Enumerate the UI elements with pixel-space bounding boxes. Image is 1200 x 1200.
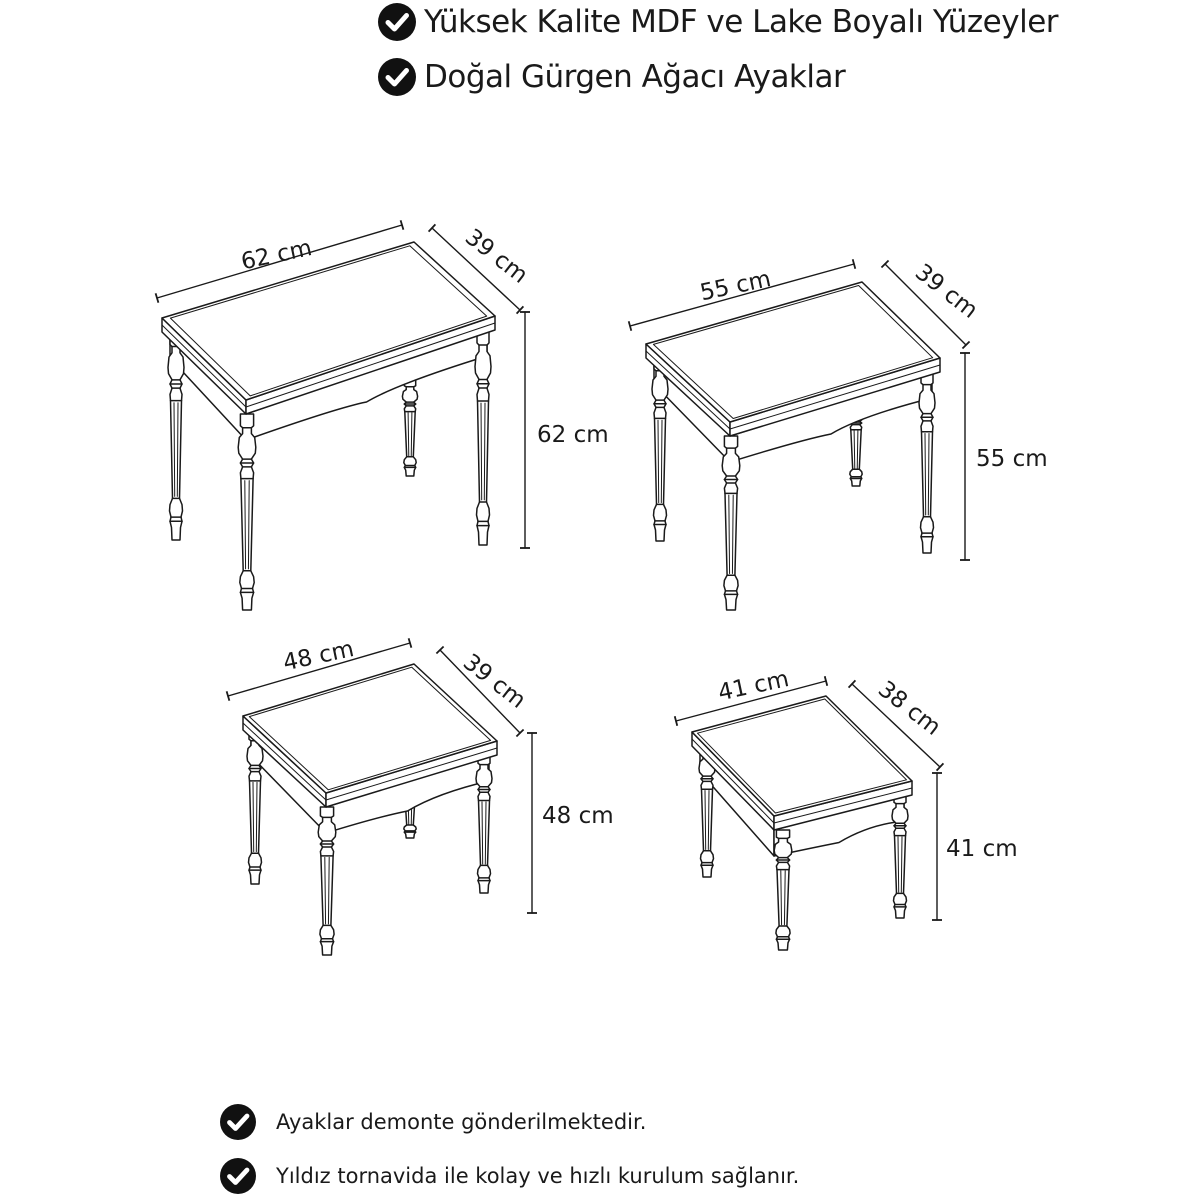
table-large-depth-label: 39 cm — [460, 224, 533, 289]
table-xsmall-depth-label: 38 cm — [873, 676, 946, 741]
table-small-depth-label: 39 cm — [458, 649, 531, 714]
table-large-width-label: 62 cm — [238, 234, 315, 276]
table-small-height-label: 48 cm — [542, 803, 614, 829]
table-xsmall-width-label: 41 cm — [715, 665, 792, 707]
table-small-width-label: 48 cm — [280, 635, 357, 677]
table-medium-leg-left — [652, 358, 668, 541]
table-medium-width-label: 55 cm — [697, 265, 774, 307]
table-large-leg-left — [168, 332, 184, 540]
feature-legs-text: Doğal Gürgen Ağacı Ayaklar — [424, 59, 846, 95]
check-circle-icon — [220, 1104, 256, 1140]
table-xsmall-height-label: 41 cm — [946, 836, 1018, 862]
note-disassembled — [220, 1104, 646, 1140]
note-assembly — [220, 1158, 799, 1194]
note-disassembled-text: Ayaklar demonte gönderilmektedir. — [276, 1110, 647, 1134]
table-medium — [630, 264, 966, 610]
feature-mdf-text: Yüksek Kalite MDF ve Lake Boyalı Yüzeyler — [424, 4, 1059, 40]
table-medium-leg-right — [919, 372, 935, 553]
table-small-leg-right — [476, 755, 492, 893]
table-medium-depth-label: 39 cm — [910, 259, 983, 324]
table-xsmall — [676, 681, 940, 950]
table-xsmall-leg-front — [774, 830, 792, 950]
check-circle-icon — [220, 1158, 256, 1194]
table-large — [157, 225, 525, 610]
table-small-leg-left — [247, 730, 263, 884]
note-assembly-text: Yıldız tornavida ile kolay ve hızlı kurulum sağlanır. — [276, 1164, 800, 1188]
table-small-leg-front — [318, 807, 336, 955]
table-large-leg-front — [238, 414, 256, 610]
table-large-back-leg — [402, 380, 417, 476]
table-large-height-label: 62 cm — [537, 422, 609, 448]
table-medium-height-label: 55 cm — [976, 446, 1048, 472]
table-xsmall-leg-right — [892, 795, 908, 918]
table-medium-leg-front — [722, 436, 740, 610]
table-large-leg-right — [475, 330, 491, 545]
